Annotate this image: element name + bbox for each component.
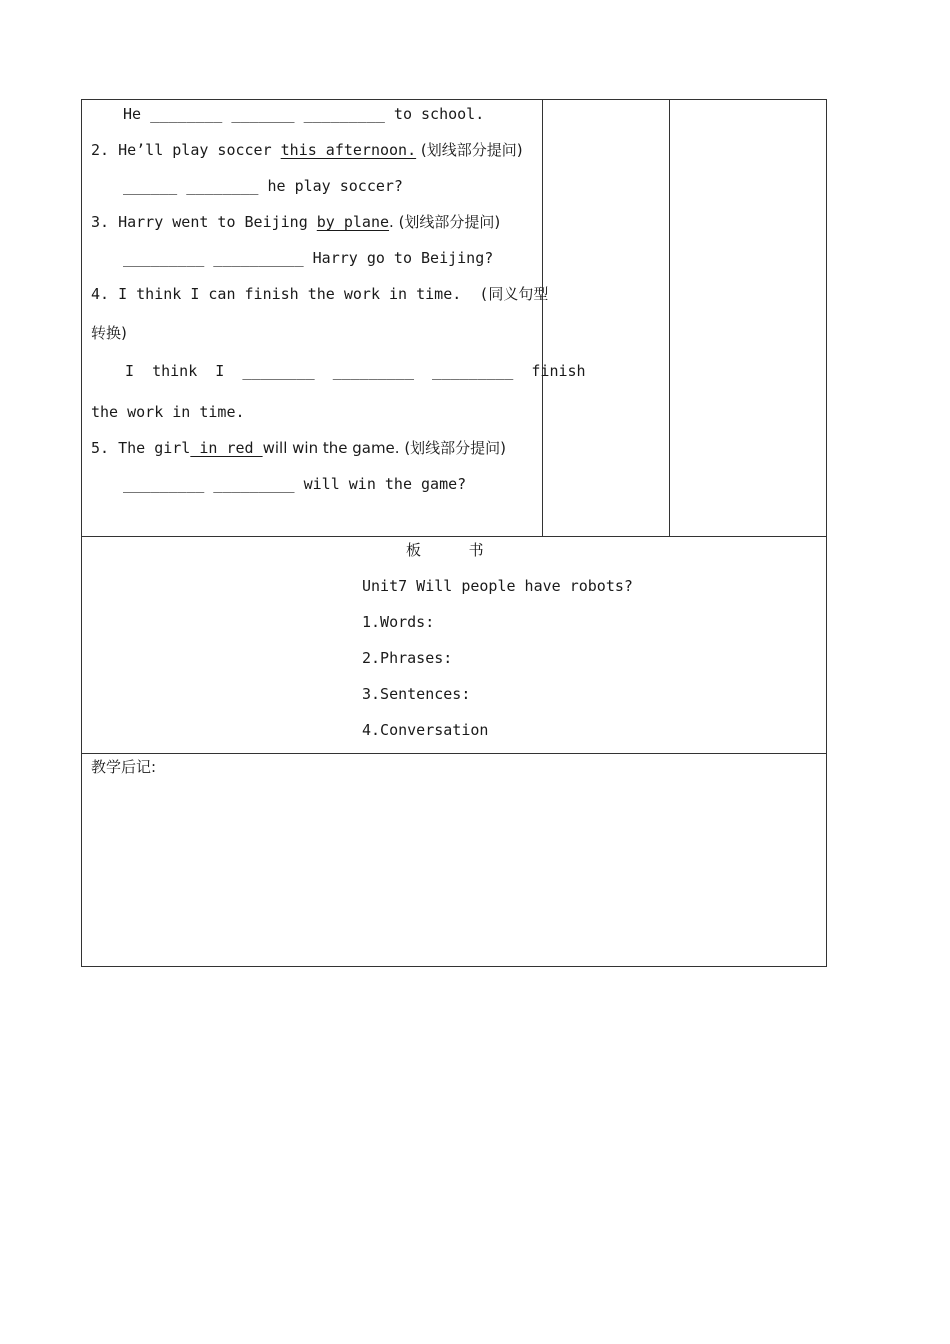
board-title: Unit7 Will people have robots? <box>362 577 633 595</box>
board-item-sentences: 3.Sentences: <box>362 685 471 703</box>
board-heading: 板 书 <box>406 541 484 559</box>
column-divider-1 <box>542 100 543 536</box>
column-divider-2 <box>669 100 670 536</box>
question-3-text: 3. Harry went to Beijing <box>91 213 317 231</box>
question-3 <box>91 212 500 232</box>
row-divider-board <box>82 536 826 537</box>
question-2-text: 2. He’ll play soccer <box>91 141 281 159</box>
board-item-words: 1.Words: <box>362 613 435 631</box>
question-5 <box>91 438 506 458</box>
question-3-answer: _________ __________ Harry go to Beijing? <box>123 249 494 267</box>
question-2-underlined: this afternoon. <box>280 141 417 159</box>
question-2 <box>91 140 523 160</box>
question-2-instruction: (划线部分提问) <box>416 141 523 159</box>
notes-label: 教学后记: <box>91 758 157 776</box>
exercise-line-he: He ________ _______ _________ to school. <box>123 105 485 123</box>
question-5-text: 5. The girl <box>91 439 191 457</box>
question-2-answer: ______ ________ he play soccer? <box>123 177 403 195</box>
question-4-line1: 4. I think I can finish the work in time. (同义句型 <box>91 285 549 303</box>
question-4-answer-line1: I think I ________ _________ _________ finish <box>125 362 586 380</box>
question-4-line2: 转换) <box>91 324 127 342</box>
question-5-instruction: will win the game. (划线部分提问) <box>262 439 507 457</box>
question-4-answer-line2: the work in time. <box>91 403 245 421</box>
question-3-underlined: by plane <box>316 213 390 231</box>
row-divider-notes <box>82 753 826 754</box>
question-3-instruction: . (划线部分提问) <box>389 213 501 231</box>
board-item-phrases: 2.Phrases: <box>362 649 453 667</box>
board-item-conversation: 4.Conversation <box>362 721 489 739</box>
question-5-underlined: in red <box>190 439 263 457</box>
question-5-answer: _________ _________ will win the game? <box>123 475 467 493</box>
lesson-table <box>81 99 827 967</box>
